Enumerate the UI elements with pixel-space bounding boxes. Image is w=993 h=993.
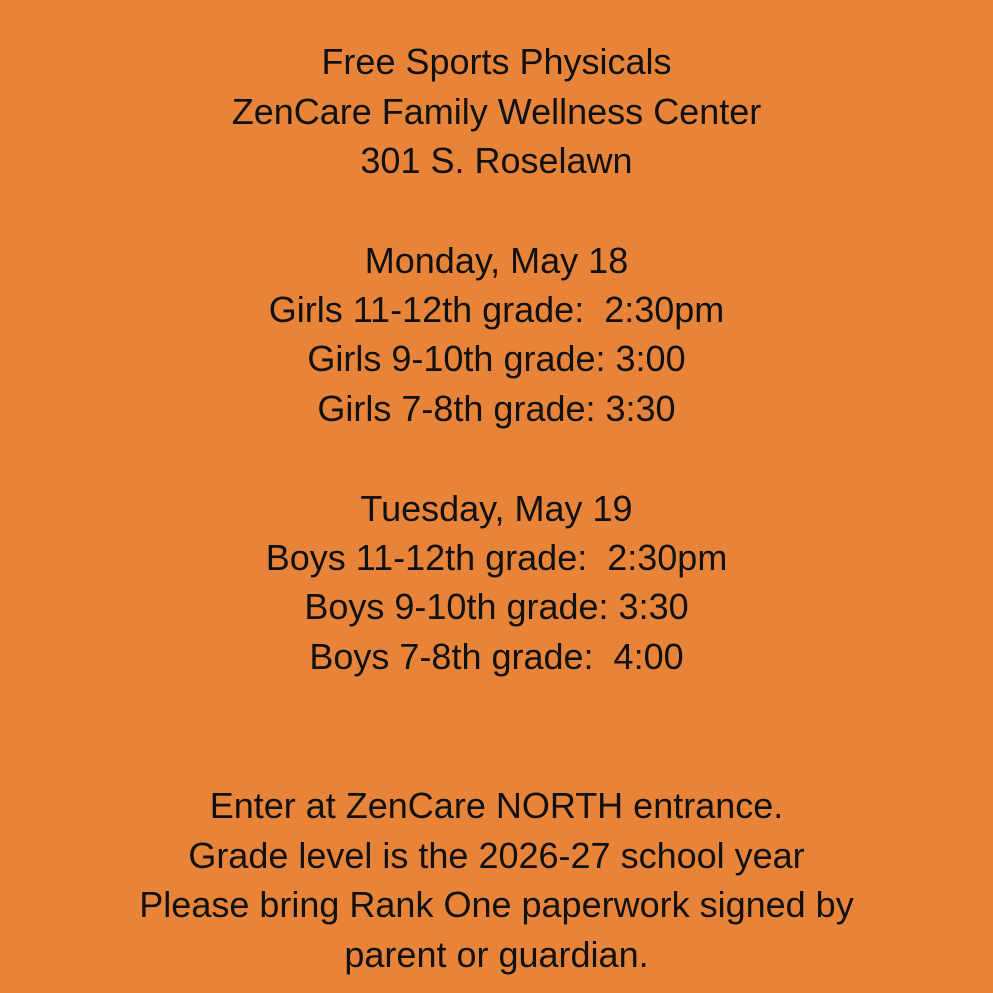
schedule-slot: Boys 11-12th grade: 2:30pm xyxy=(265,537,728,578)
clinic-name: ZenCare Family Wellness Center xyxy=(231,91,762,132)
schedule-slot: Boys 7-8th grade: 4:00 xyxy=(309,636,684,677)
note-entrance: Enter at ZenCare NORTH entrance. xyxy=(209,785,784,826)
note-paperwork-cont: parent or guardian. xyxy=(344,934,649,975)
schedule-slot: Girls 11-12th grade: 2:30pm xyxy=(268,289,725,330)
schedule-slot: Girls 9-10th grade: 3:00 xyxy=(307,338,686,379)
schedule-slot: Girls 7-8th grade: 3:30 xyxy=(317,388,676,429)
flyer-title: Free Sports Physicals xyxy=(321,41,672,82)
tuesday-date: Tuesday, May 19 xyxy=(360,488,633,529)
note-paperwork: Please bring Rank One paperwork signed by xyxy=(139,884,854,925)
note-grade-level: Grade level is the 2026-27 school year xyxy=(188,835,805,876)
schedule-slot: Boys 9-10th grade: 3:30 xyxy=(304,586,689,627)
monday-date: Monday, May 18 xyxy=(364,240,629,281)
clinic-address: 301 S. Roselawn xyxy=(360,140,633,181)
